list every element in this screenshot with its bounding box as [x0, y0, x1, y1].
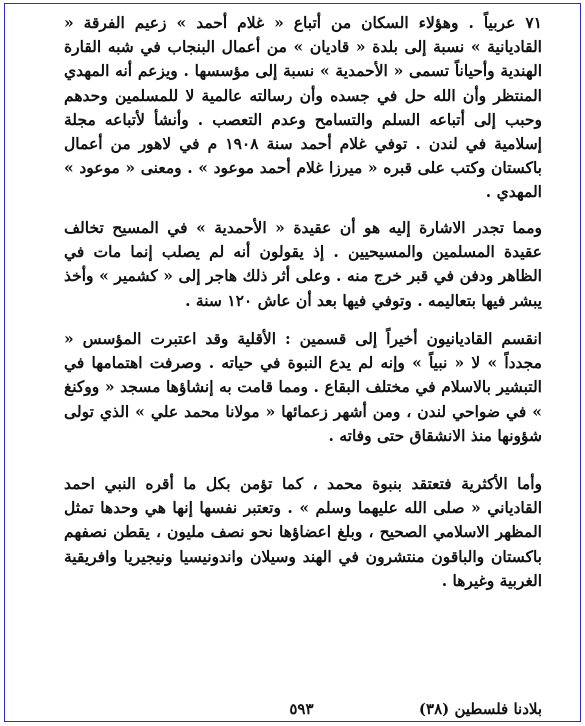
- book-title: بلادنا فلسطين (٣٨): [418, 700, 542, 718]
- page-number: ٥٩٣: [289, 700, 314, 718]
- page-footer: [64, 700, 542, 718]
- paragraph-2: [64, 216, 542, 313]
- paragraph-3: [64, 327, 542, 448]
- paragraph-1: [64, 11, 542, 205]
- paragraph-text: ومما تجدر الاشارة إليه هو أن عقيدة « الأحمدية » في المسيح تخالف عقيدة المسلمين والمسيحيين . إذ يقولون أنه لم يصلب إنما مات في الظاهر ودفن في قبر خرج منه . وعلى أثر ذلك هاجر إلى « كشمير » وأخذ يبشر فيها بتعاليمه . وتوفي فيها بعد أن عاش ١٢٠ سنة .: [64, 218, 542, 310]
- paragraph-text: وأما الأكثرية فتعتقد بنبوة محمد ، كما تؤمن بكل ما أقره النبي احمد القادياني « صلى الله عليهما وسلم » . وتعتبر نفسها إنها هي وحدها تمثل المظهر الاسلامي الصحيح ، وبلغ اعضاؤها نحو نصف مليون ، يقطن نصفهم باكستان والباقون منتشرون في الهند وسيلان واندونيسيا ونيجيريا وافريقية الغربية وغيرها .: [64, 474, 542, 590]
- paragraph-4: [64, 472, 542, 593]
- paragraph-text: ٧١ عربياً . وهؤلاء السكان من أتباع « غلام أحمد » زعيم الفرقة « القاديانية » نسبة إلى بلدة « قاديان » من أعمال البنجاب في شبه القارة الهندية وأحياناً تسمى « الأحمدية » نسبة إلى مؤسسها . ويزعم أنه المهدي المنتظر وأن الله حل في جسده وأن رسالته عالمية لا للمسلمين وحدهم وحبب إلى أتباعه السلم والتسامح وعدم التعصب . وأنشأ لأتباعه مجلة إسلامية في لندن . توفي غلام أحمد سنة ١٩٠٨ م في لاهور من أعمال باكستان وكتب على قبره « ميرزا غلام أحمد موعود » . ومعنى « موعود » المهدي .: [64, 13, 542, 202]
- paragraph-text: انقسم القاديانيون أخيراً إلى قسمين : الأقلية وقد اعتبرت المؤسس « مجدداً » لا « نبياً » وإنه لم يدع النبوة في حياته . وصرفت اهتمامها في التبشير بالاسلام في مختلف البقاع . ومما قامت به إنشاؤها مسجد « ووكنغ » في ضواحي لندن ، ومن أشهر زعمائها « مولانا محمد علي » الذي تولى شؤونها منذ الانشقاق حتى وفاته .: [64, 329, 542, 445]
